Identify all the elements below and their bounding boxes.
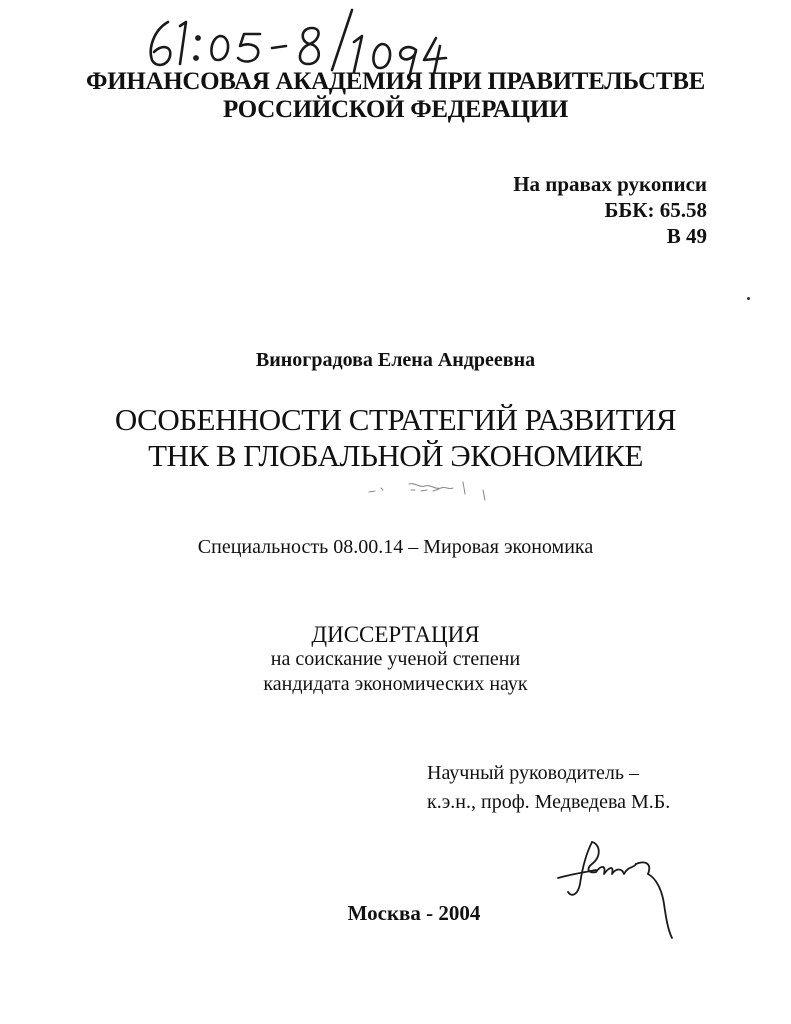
bbk-code: ББК: 65.58 — [604, 198, 707, 222]
supervisor-name: к.э.н., проф. Медведева М.Б. — [427, 791, 671, 813]
city-and-year: Москва - 2004 — [347, 901, 481, 925]
degree-purpose: на соискание ученой степени — [270, 648, 521, 670]
faint-stamp-smudge — [365, 476, 505, 502]
title-line-1: ОСОБЕННОСТИ СТРАТЕГИЙ РАЗВИТИЯ — [114, 402, 677, 437]
dissertation-title — [0, 402, 791, 474]
manuscript-rights-label: На правах рукописи — [513, 172, 707, 196]
dissertation-block — [0, 622, 791, 697]
author-name: Виноградова Елена Андреевна — [255, 349, 536, 371]
supervisor-block — [427, 759, 670, 817]
specialty: Специальность 08.00.14 – Мировая экономика — [197, 536, 594, 558]
institution-line-2: РОССИЙСКОЙ ФЕДЕРАЦИИ — [222, 96, 569, 123]
rights-block — [513, 171, 707, 249]
degree-name: кандидата экономических наук — [263, 673, 528, 695]
supervisor-label: Научный руководитель – — [427, 762, 639, 784]
institution-line-1: ФИНАНСОВАЯ АКАДЕМИЯ ПРИ ПРАВИТЕЛЬСТВЕ — [86, 68, 705, 95]
author-mark-code: В 49 — [666, 224, 707, 248]
scan-speck — [747, 297, 750, 300]
institution-name — [0, 68, 791, 124]
title-line-2: ТНК В ГЛОБАЛЬНОЙ ЭКОНОМИКЕ — [148, 438, 643, 473]
handwritten-catalog-number — [140, 8, 450, 74]
dissertation-label: ДИССЕРТАЦИЯ — [311, 622, 480, 647]
